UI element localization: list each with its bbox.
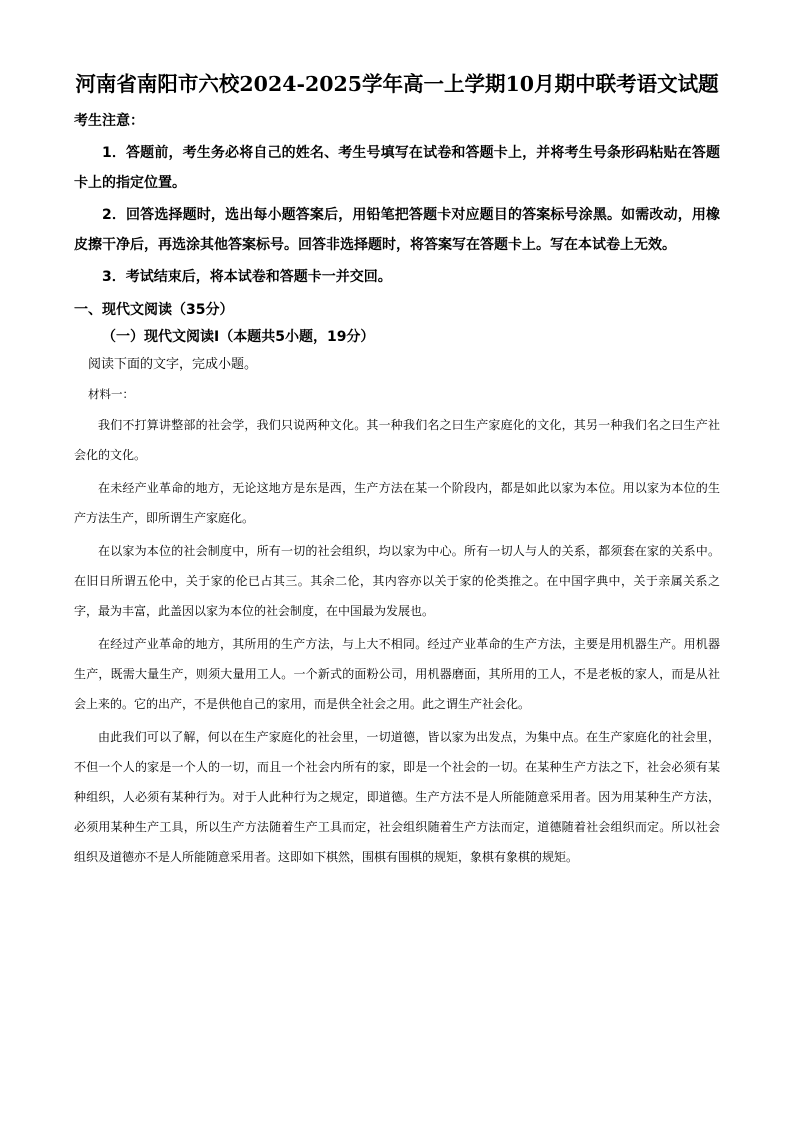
material-paragraph-5: 由此我们可以了解，何以在生产家庭化的社会里，一切道德，皆以家为出发点，为集中点。在生产家庭化的社会里，不但一个人的家是一个人的一切，而且一个社会内所有的家，即是一个社会的一切。在某种生产方法之下，社会必须有某种组织，人必须有某种行为。对于人此种行为之规定，即道德。生产方法不是人所能随意采用者。因为用某种生产方法，必须用某种生产工具，所以生产方法随着生产工具而定，社会组织随着生产方法而定，道德随着社会组织而定。所以社会组织及道德亦不是人所能随意采用者。这即如下棋然，围棋有围棋的规矩，象棋有象棋的规矩。: [74, 730, 720, 864]
notice-heading: 考生注意：: [74, 113, 144, 129]
material-paragraph-2: 在未经产业革命的地方，无论这地方是东是西，生产方法在某一个阶段内，都是如此以家为本位。用以家为本位的生产方法生产，即所谓生产家庭化。: [74, 481, 720, 525]
notice-item-3: 3．考试结束后，将本试卷和答题卡一并交回。: [102, 269, 392, 285]
material-paragraph-3: 在以家为本位的社会制度中，所有一切的社会组织，均以家为中心。所有一切人与人的关系，都须套在家的关系中。在旧日所谓五伦中，关于家的伦已占其三。其余二伦，其内容亦以关于家的伦类推之。在中国字典中，关于亲属关系之字，最为丰富，此盖因以家为本位的社会制度，在中国最为发展也。: [74, 544, 720, 618]
exam-page: [74, 66, 720, 875]
section-heading: 一、现代文阅读（35分）: [74, 302, 234, 318]
notice-item-1: 1．答题前，考生务必将自己的姓名、考生号填写在试卷和答题卡上，并将考生号条形码粘贴在答题卡上的指定位置。: [74, 145, 720, 191]
subsection-heading: （一）现代文阅读Ⅰ（本题共5小题，19分）: [102, 329, 375, 345]
reading-instruction: 阅读下面的文字，完成小题。: [88, 357, 258, 372]
document-title: 河南省南阳市六校2024-2025学年高一上学期10月期中联考语文试题: [75, 72, 719, 96]
material-label: 材料一：: [88, 387, 134, 401]
material-paragraph-4: 在经过产业革命的地方，其所用的生产方法，与上大不相同。经过产业革命的生产方法，主要是用机器生产。用机器生产，既需大量生产，则须大量用工人。一个新式的面粉公司，用机器磨面，其所用的工人，不是老板的家人，而是从社会上来的。它的出产，不是供他自己的家用，而是供全社会之用。此之谓生产社会化。: [74, 637, 720, 711]
material-paragraph-1: 我们不打算讲整部的社会学，我们只说两种文化。其一种我们名之曰生产家庭化的文化，其另一种我们名之曰生产社会化的文化。: [74, 418, 720, 462]
notice-item-2: 2．回答选择题时，选出每小题答案后，用铅笔把答题卡对应题目的答案标号涂黑。如需改动，用橡皮擦干净后，再选涂其他答案标号。回答非选择题时，将答案写在答题卡上。写在本试卷上无效。: [74, 207, 720, 253]
